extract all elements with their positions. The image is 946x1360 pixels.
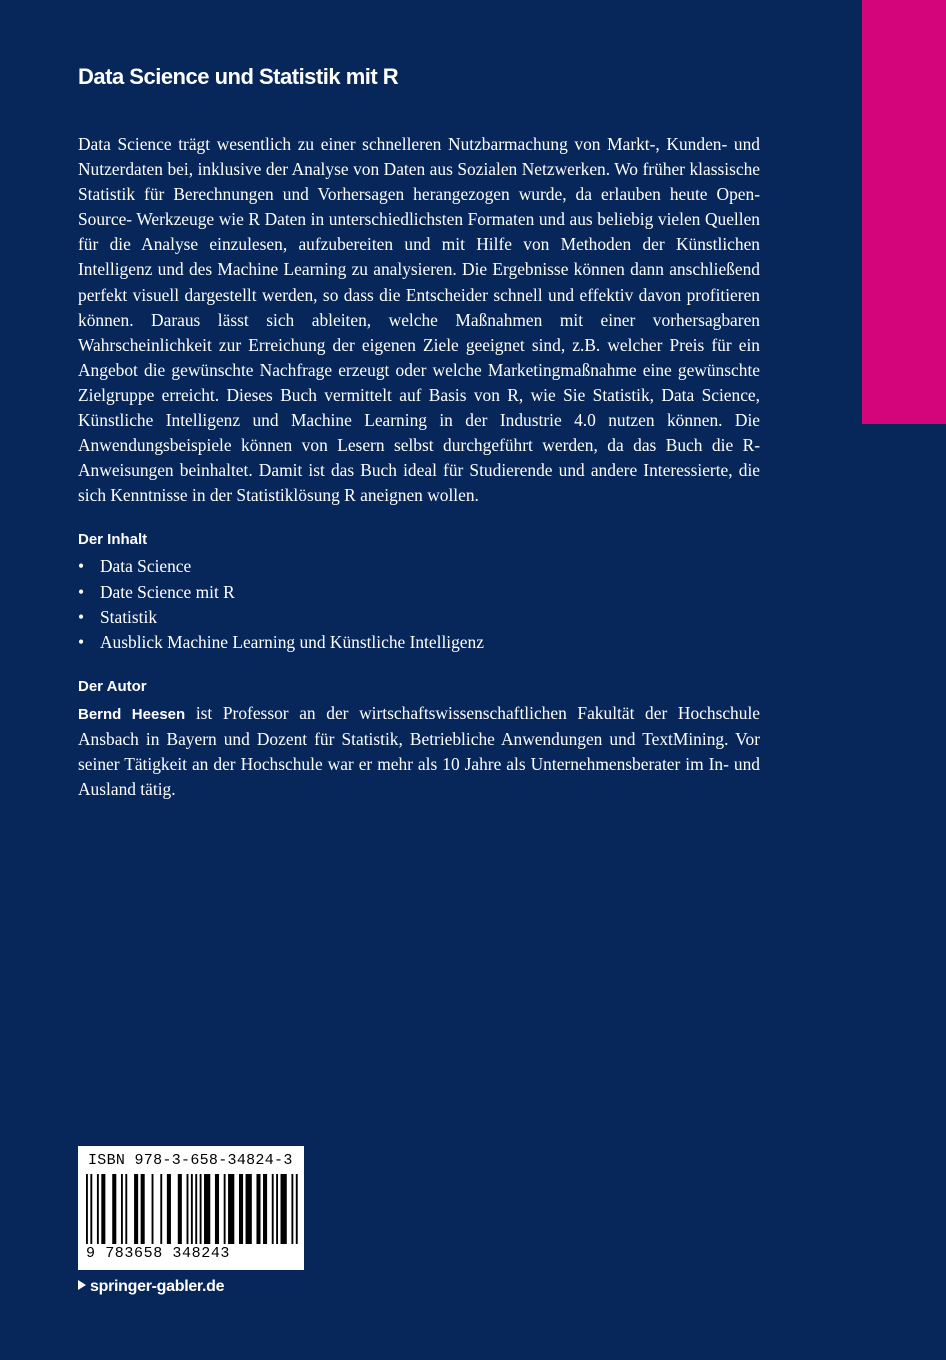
- barcode-bar: [101, 1174, 105, 1244]
- list-item: [78, 580, 760, 605]
- barcode-bar: [224, 1174, 226, 1244]
- barcode-bar: [97, 1174, 99, 1244]
- bullet-icon: •: [78, 556, 85, 577]
- author-heading: Der Autor: [78, 677, 147, 695]
- barcode-bar: [187, 1174, 189, 1244]
- barcode-bar: [195, 1174, 197, 1244]
- barcode-bar: [152, 1174, 154, 1244]
- list-item-label: Ausblick Machine Learning und Künstliche Intelligenz: [100, 631, 484, 652]
- barcode-bar: [228, 1174, 234, 1244]
- publisher-website-label: springer-gabler.de: [90, 1278, 225, 1295]
- barcode-bar: [246, 1174, 252, 1244]
- bullet-icon: •: [78, 631, 85, 652]
- author-name: Bernd Heesen: [78, 705, 186, 723]
- list-item-label: Statistik: [100, 606, 158, 627]
- barcode-bar: [215, 1174, 219, 1244]
- list-item: [78, 554, 760, 579]
- list-item: [78, 630, 760, 655]
- barcode-bar: [178, 1174, 182, 1244]
- book-title: Data Science und Statistik mit R: [78, 64, 399, 89]
- barcode-bar: [296, 1174, 298, 1244]
- contents-heading: Der Inhalt: [78, 531, 148, 549]
- barcode-bar: [90, 1174, 92, 1244]
- list-item-label: Data Science: [100, 556, 192, 577]
- barcode-bar: [167, 1174, 171, 1244]
- barcode-bar: [191, 1174, 193, 1244]
- list-item: [78, 605, 760, 630]
- barcode-bar: [121, 1174, 123, 1244]
- bullet-icon: •: [78, 581, 85, 602]
- back-cover-content: [78, 62, 760, 802]
- barcode-bar: [200, 1174, 202, 1244]
- list-item-label: Date Science mit R: [100, 581, 235, 602]
- barcode-digits: 9 783658 348243: [86, 1245, 231, 1262]
- barcode-bars-icon: [86, 1174, 298, 1244]
- barcode-bar: [141, 1174, 145, 1244]
- publisher-website[interactable]: [78, 1276, 224, 1298]
- barcode-bar: [239, 1174, 243, 1244]
- barcode-bar: [125, 1174, 127, 1244]
- barcode-bar: [86, 1174, 88, 1244]
- barcode-bar: [263, 1174, 267, 1244]
- barcode-bar: [112, 1174, 116, 1244]
- author-bio-text: ist Professor an der wirtschaftswissenschaftlichen Fakultät der Hochschule Ansbach in Bayern und Dozent für Statistik, Betriebliche Anwendungen und TextMining. Vor seiner Tätigkeit an der Hochschule war er mehr als 10 Jahre als Unternehmensberater im In- und Ausland tätig.: [78, 702, 760, 800]
- accent-bar: [862, 0, 946, 424]
- barcode-bar: [272, 1174, 274, 1244]
- contents-list: [78, 554, 760, 654]
- book-blurb: Data Science trägt wesentlich zu einer schnelleren Nutzbarmachung von Markt-, Kunden- und Nutzerdaten bei, inklusive der Analyse von Daten aus Sozialen Netzwerken. Wo früher klassische Statistik für Berechnungen und Vorhersagen herangezogen wurde, da erlauben heute Open-Source- Werkzeuge wie R Daten in unterschiedlichsten Formaten und aus beliebig vielen Quellen für die Analyse einzulesen, aufzubereiten und mit Hilfe von Methoden der Künstlichen Intelligenz und des Machine Learning zu analysieren. Die Ergebnisse können dann anschließend perfekt visuell dargestellt werden, so dass die Entscheider schnell und effektiv davon profitieren können. Daraus lässt sich ableiten, welche Maßnahmen mit einer vorhersagbaren Wahrscheinlichkeit zur Erreichung der eigenen Ziele geeignet sind, z.B. welcher Preis für ein Angebot die gewünschte Nachfrage erzeugt oder welche Marketingmaßnahme eine gewünschte Zielgruppe erreicht. Dieses Buch vermittelt auf Basis von R, wie Sie Statistik, Data Science, Künstliche Intelligenz und Machine Learning in der Industrie 4.0 nutzen können. Die Anwendungsbeispiele können von Lesern selbst durchgeführt werden, da das Buch die R-Anweisungen beinhaltet. Damit ist das Buch ideal für Studierende und andere Interessierte, die sich Kenntnisse in der Statistiklösung R aneignen wollen.: [78, 134, 760, 506]
- bullet-icon: •: [78, 606, 85, 627]
- barcode-bar: [256, 1174, 260, 1244]
- barcode-bar: [276, 1174, 278, 1244]
- isbn-barcode: [78, 1146, 304, 1270]
- barcode-bar: [281, 1174, 287, 1244]
- barcode-bar: [204, 1174, 210, 1244]
- author-bio: [78, 701, 760, 802]
- barcode-bar: [291, 1174, 293, 1244]
- barcode-bar: [160, 1174, 162, 1244]
- barcode-bar: [134, 1174, 138, 1244]
- arrow-right-icon: [78, 1280, 86, 1290]
- isbn-label: ISBN 978-3-658-34824-3: [88, 1152, 293, 1169]
